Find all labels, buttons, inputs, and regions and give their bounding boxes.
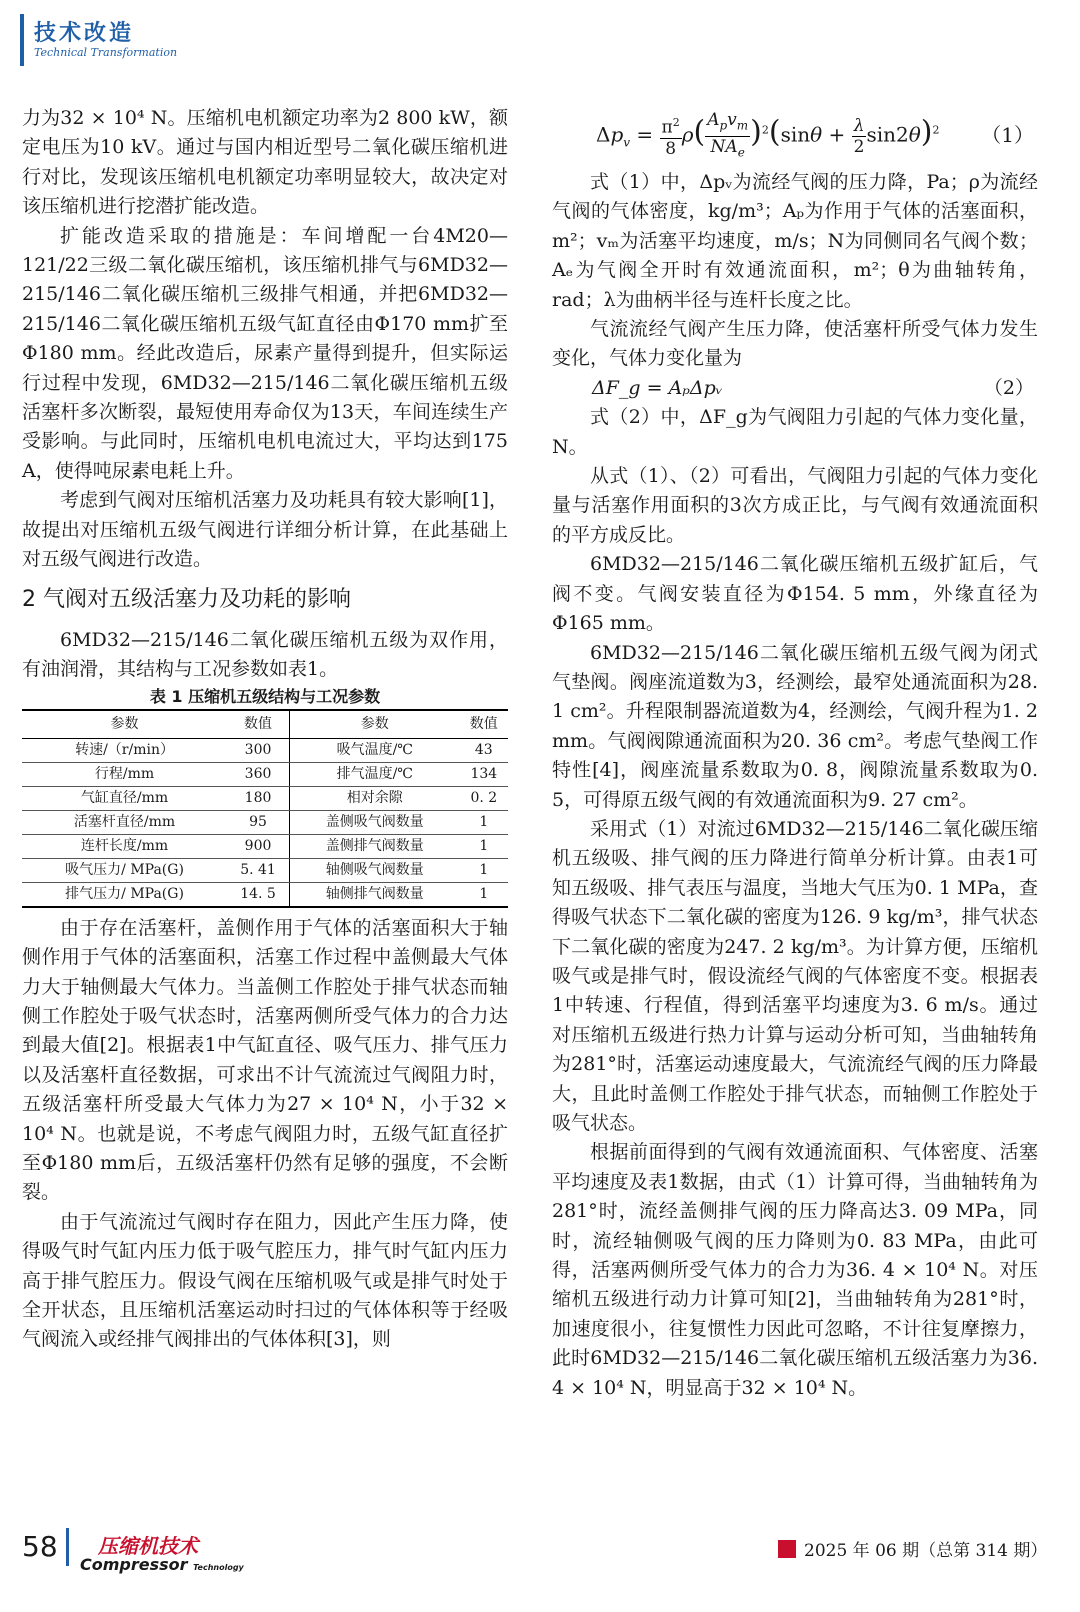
issue-text: 2025 年 06 期（总第 314 期） bbox=[804, 1541, 1048, 1561]
table-cell: 360 bbox=[227, 762, 289, 786]
issue-info bbox=[778, 1536, 1047, 1561]
table-row bbox=[22, 834, 508, 858]
table-cell: 180 bbox=[227, 786, 289, 810]
table-cell: 排气温度/℃ bbox=[289, 762, 459, 786]
table-cell: 连杆长度/mm bbox=[22, 834, 227, 858]
table-cell: 活塞杆直径/mm bbox=[22, 810, 227, 834]
equation-2 bbox=[552, 374, 1038, 403]
page-number: 58 bbox=[22, 1530, 58, 1563]
table-header-row bbox=[22, 710, 508, 739]
paragraph: 从式（1）、（2）可看出，气阀阻力引起的气体力变化量与活塞作用面积的3次方成正比，与气阀有效通流面积的平方成反比。 bbox=[552, 465, 1038, 546]
table-header-cell: 参数 bbox=[22, 710, 227, 739]
paragraph: 考虑到气阀对压缩机活塞力及功耗具有较大影响[1]，故提出对压缩机五级气阀进行详细分析计算，在此基础上对五级气阀进行改造。 bbox=[22, 489, 508, 571]
paragraph: 力为32 × 10⁴ N。压缩机电机额定功率为2 800 kW，额定电压为10 kV。通过与国内相近型号二氧化碳压缩机进行对比，发现该压缩机电机额定功率明显较大，故决定对该压缩机进行挖潜扩能改造。 bbox=[22, 107, 508, 218]
table-cell: 盖侧吸气阀数量 bbox=[289, 810, 459, 834]
section-header-subtitle: Technical Transformation bbox=[34, 46, 178, 59]
table-cell: 1 bbox=[460, 858, 508, 882]
right-column bbox=[552, 104, 1038, 1403]
table-row bbox=[22, 738, 508, 762]
journal-logo-cn: 压缩机技术 bbox=[98, 1534, 198, 1558]
equation-number: （2） bbox=[983, 376, 1034, 399]
paragraph: 由于气流流过气阀时存在阻力，因此产生压力降，使得吸气时气缸内压力低于吸气腔压力，排气时气缸内压力高于排气腔压力。假设气阀在压缩机吸气或是排气时处于全开状态，且压缩机活塞运动时扫过的气体体积等于经吸气阀流入或经排气阀排出的气体体积[3]，则 bbox=[22, 1210, 508, 1351]
table-row bbox=[22, 762, 508, 786]
table-cell: 300 bbox=[227, 738, 289, 762]
table-cell: 43 bbox=[460, 738, 508, 762]
paragraph: 6MD32—215/146二氧化碳压缩机五级为双作用，有油润滑，其结构与工况参数如表1。 bbox=[22, 628, 508, 681]
table-cell: 吸气压力/ MPa(G) bbox=[22, 858, 227, 882]
equation-1 bbox=[552, 104, 1038, 168]
equation-number: （1） bbox=[981, 123, 1034, 148]
journal-logo-tech: Technology bbox=[193, 1563, 244, 1572]
table-cell: 0. 2 bbox=[460, 786, 508, 810]
table-cell: 吸气温度/℃ bbox=[289, 738, 459, 762]
table-cell: 轴侧吸气阀数量 bbox=[289, 858, 459, 882]
table-cell: 气缸直径/mm bbox=[22, 786, 227, 810]
section-header-title: 技术改造 bbox=[34, 21, 135, 46]
equation-2-formula: ΔF_g = AₚΔpᵥ bbox=[592, 376, 723, 399]
paragraph: 6MD32—215/146二氧化碳压缩机五级气阀为闭式气垫阀。阀座流道数为3，经测绘，最窄处通流面积为28. 1 cm²。升程限制器流道数为4，经测绘，气阀升程为1. 2 mm。气阀阀隙通流面积为20. 36 cm²。考虑气垫阀工作特性[4]，阀座流量系数取为0. 8，阀隙流量系数取为0. 5，可得原五级气阀的有效通流面积为9. 27 cm²。 bbox=[552, 641, 1038, 811]
table-row bbox=[22, 810, 508, 834]
table-header-cell: 数值 bbox=[460, 710, 508, 739]
table-cell: 5. 41 bbox=[227, 858, 289, 882]
table-cell: 1 bbox=[460, 882, 508, 907]
paragraph: 气流流经气阀产生压力降，使活塞杆所受气体力发生变化，气体力变化量为 bbox=[552, 318, 1038, 370]
table-cell: 轴侧排气阀数量 bbox=[289, 882, 459, 907]
table-cell: 行程/mm bbox=[22, 762, 227, 786]
red-square-icon bbox=[778, 1540, 796, 1558]
paragraph: 采用式（1）对流过6MD32—215/146二氧化碳压缩机五级吸、排气阀的压力降进行简单分析计算。由表1可知五级吸、排气表压与温度，当地大气压为0. 1 MPa，查得吸气状态下二氧化碳的密度为126. 9 kg/m³，排气状态下二氧化碳的密度为247. 2 kg/m³。为计算方便，压缩机吸气或是排气时，假设流经气阀的气体密度不变。根据表1中转速、行程值，得到活塞平均速度为3. 6 m/s。通过对压缩机五级进行热力计算与运动分析可知，当曲轴转角为281°时，活塞运动速度最大，气流流经气阀的压力降最大，且此时盖侧工作腔处于排气状态，而轴侧工作腔处于吸气状态。 bbox=[552, 817, 1038, 1134]
paragraph: 扩能改造采取的措施是：车间增配一台4M20—121/22三级二氧化碳压缩机，该压缩机排气与6MD32—215/146二氧化碳压缩机三级排气相通，并把6MD32—215/146二氧化碳压缩机五级气缸直径由Φ170 mm扩至Φ180 mm。经此改造后，尿素产量得到提升，但实际运行过程中发现，6MD32—215/146二氧化碳压缩机五级活塞杆多次断裂，最短使用寿命仅为13天，车间连续生产受影响。与此同时，压缩机电机电流过大，平均达到175 A，使得吨尿素电耗上升。 bbox=[22, 224, 508, 482]
table-cell: 转速/（r/min） bbox=[22, 738, 227, 762]
parameter-table bbox=[22, 709, 508, 908]
table-cell: 900 bbox=[227, 834, 289, 858]
table-cell: 1 bbox=[460, 834, 508, 858]
table-cell: 相对余隙 bbox=[289, 786, 459, 810]
paragraph: 式（1）中，Δpᵥ为流经气阀的压力降，Pa；ρ为流经气阀的气体密度，kg/m³；Aₚ为作用于气体的活塞面积，m²；vₘ为活塞平均速度，m/s；N为同侧同名气阀个数；Aₑ为气阀全开时有效通流面积，m²；θ为曲轴转角，rad；λ为曲柄半径与连杆长度之比。 bbox=[552, 171, 1038, 311]
equation-1-formula: $\Delta p_v$ = $\frac{\pi^2}{8}$ ρ( $\frac{A_pv_m}{NA_e}$ )$^2$(sinθ + $\frac{\lambda}{2}$ sin2θ)$^2$ bbox=[596, 110, 940, 159]
table-header-cell: 数值 bbox=[227, 710, 289, 739]
table-cell: 95 bbox=[227, 810, 289, 834]
footer-accent-bar bbox=[66, 1528, 69, 1566]
paragraph: 式（2）中，ΔF_g为气阀阻力引起的气体力变化量，N。 bbox=[552, 406, 1038, 458]
journal-logo-en bbox=[80, 1555, 244, 1574]
table-row bbox=[22, 786, 508, 810]
paragraph: 6MD32—215/146二氧化碳压缩机五级扩缸后，气阀不变。气阀安装直径为Φ154. 5 mm，外缘直径为Φ165 mm。 bbox=[552, 553, 1038, 635]
table-cell: 盖侧排气阀数量 bbox=[289, 834, 459, 858]
table-cell: 134 bbox=[460, 762, 508, 786]
table-cell: 1 bbox=[460, 810, 508, 834]
table-row bbox=[22, 882, 508, 907]
header-accent-bar bbox=[20, 14, 24, 66]
table-caption: 表 1 压缩机五级结构与工况参数 bbox=[149, 686, 381, 706]
table-row bbox=[22, 858, 508, 882]
journal-logo bbox=[80, 1530, 244, 1574]
paragraph: 由于存在活塞杆，盖侧作用于气体的活塞面积大于轴侧作用于气体的活塞面积，活塞工作过程中盖侧最大气体力大于轴侧最大气体力。当盖侧工作腔处于排气状态而轴侧工作腔处于吸气状态时，活塞两侧所受气体力的合力达到最大值[2]。根据表1中气缸直径、吸气压力、排气压力以及活塞杆直径数据，可求出不计气流流过气阀阻力时，五级活塞杆所受最大气体力为27 × 10⁴ N，小于32 × 10⁴ N。也就是说，不考虑气阀阻力时，五级气缸直径扩至Φ180 mm后，五级活塞杆仍然有足够的强度，不会断裂。 bbox=[22, 916, 508, 1204]
journal-logo-en-text: Compressor bbox=[80, 1555, 188, 1574]
left-column bbox=[22, 104, 508, 1355]
paragraph: 根据前面得到的气阀有效通流面积、气体密度、活塞平均速度及表1数据，由式（1）计算可得，当曲轴转角为281°时，流经盖侧排气阀的压力降高达3. 09 MPa，同时，流经轴侧吸气阀的压力降则为0. 83 MPa，由此可得，活塞两侧所受气体力的合力为36. 4 × 10⁴ N。对压缩机五级进行动力计算可知[2]，当曲轴转角为281°时，加速度很小，往复惯性力因此可忽略，不计往复摩擦力，此时6MD32—215/146二氧化碳压缩机五级活塞力为36. 4 × 10⁴ N，明显高于32 × 10⁴ N。 bbox=[552, 1141, 1038, 1399]
table-cell: 14. 5 bbox=[227, 882, 289, 907]
table-cell: 排气压力/ MPa(G) bbox=[22, 882, 227, 907]
section-heading: 2 气阀对五级活塞力及功耗的影响 bbox=[22, 586, 351, 612]
table-header-cell: 参数 bbox=[289, 710, 459, 739]
